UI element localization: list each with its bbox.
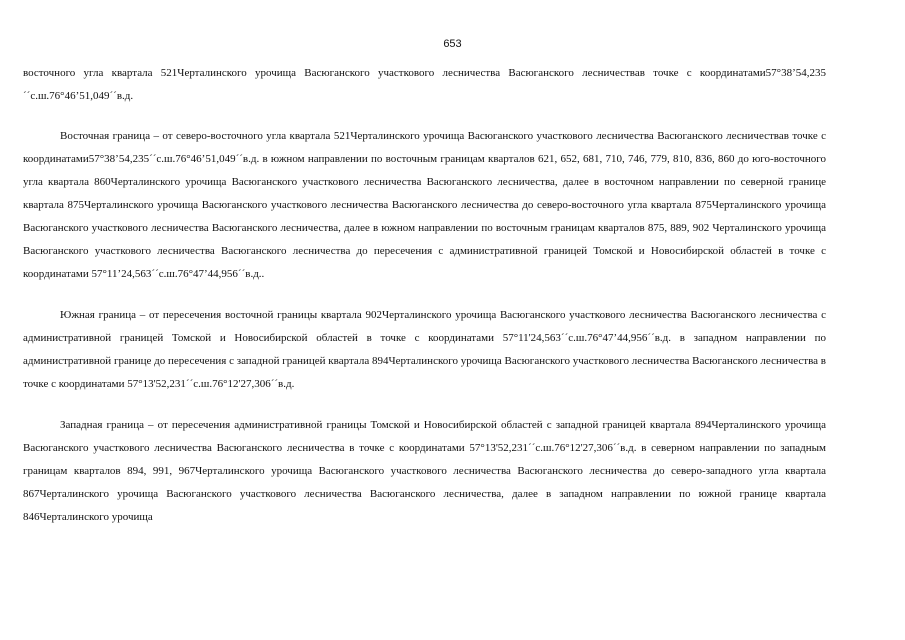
paragraph-eastern-boundary: Восточная граница – от северо-восточного угла квартала 521Черталинского урочища Васюганского участкового лесничества Васюганского лесничествав точке с координатами57°38’54,235´´с.ш.76°46’51,049´´в.д. в южном направлении по восточным границам кварталов 621, 652, 681, 710, 746, 779, 810, 836, 860 до юго-восточного угла квартала 860Черталинского урочища Васюганского участкового лесничества Васюганского лесничества, далее в восточном направлении по северной границе квартала 875Черталинского урочища Васюганского участкового лесничества Васюганского лесничества до северо-восточного угла квартала 875Черталинского урочища Васюганского участкового лесничества Васюганского лесничества, далее в южном направлении по восточным границам кварталов 875, 889, 902 Черталинского урочища Васюганского участкового лесничества Васюганского лесничества до пересечения с административной границей Томской и Новосибирской областей в точке с координатами 57°11’24,563´´с.ш.76°47’44,956´´в.д.. (23, 130, 826, 280)
page-number: 653 (443, 38, 462, 50)
paragraph-continuation: восточного угла квартала 521Черталинского урочища Васюганского участкового лесничества Васюганского лесничествав точке с координатами57°38’54,235´´с.ш.76°46’51,049´´в.д. (23, 67, 826, 102)
document-body (23, 62, 826, 547)
paragraph-western-boundary: Западная граница – от пересечения административной границы Томской и Новосибирской областей с западной границей квартала 894Черталинского урочища Васюганского участкового лесничества Васюганского лесничества в точке с координатами 57°13'52,231´´с.ш.76°12'27,306´´в.д. в северном направлении по западным границам кварталов 894, 991, 967Черталинского урочища Васюганского участкового лесничества Васюганского лесничества до северо-западного угла квартала 867Черталинского урочища Васюганского участкового лесничества Васюганского лесничества, далее в западном направлении по южной границе квартала 846Черталинского урочища (23, 419, 826, 523)
paragraph-southern-boundary: Южная граница – от пересечения восточной границы квартала 902Черталинского урочища Васюганского участкового лесничества Васюганского лесничества с административной границей Томской и Новосибирской областей в точке с координатами 57°11'24,563´´с.ш.76°47’44,956´´в.д. в западном направлении по административной границе до пересечения с западной границей квартала 894Черталинского урочища Васюганского участкового лесничества Васюганского лесничества в точке с координатами 57°13'52,231´´с.ш.76°12'27,306´´в.д. (23, 309, 826, 390)
